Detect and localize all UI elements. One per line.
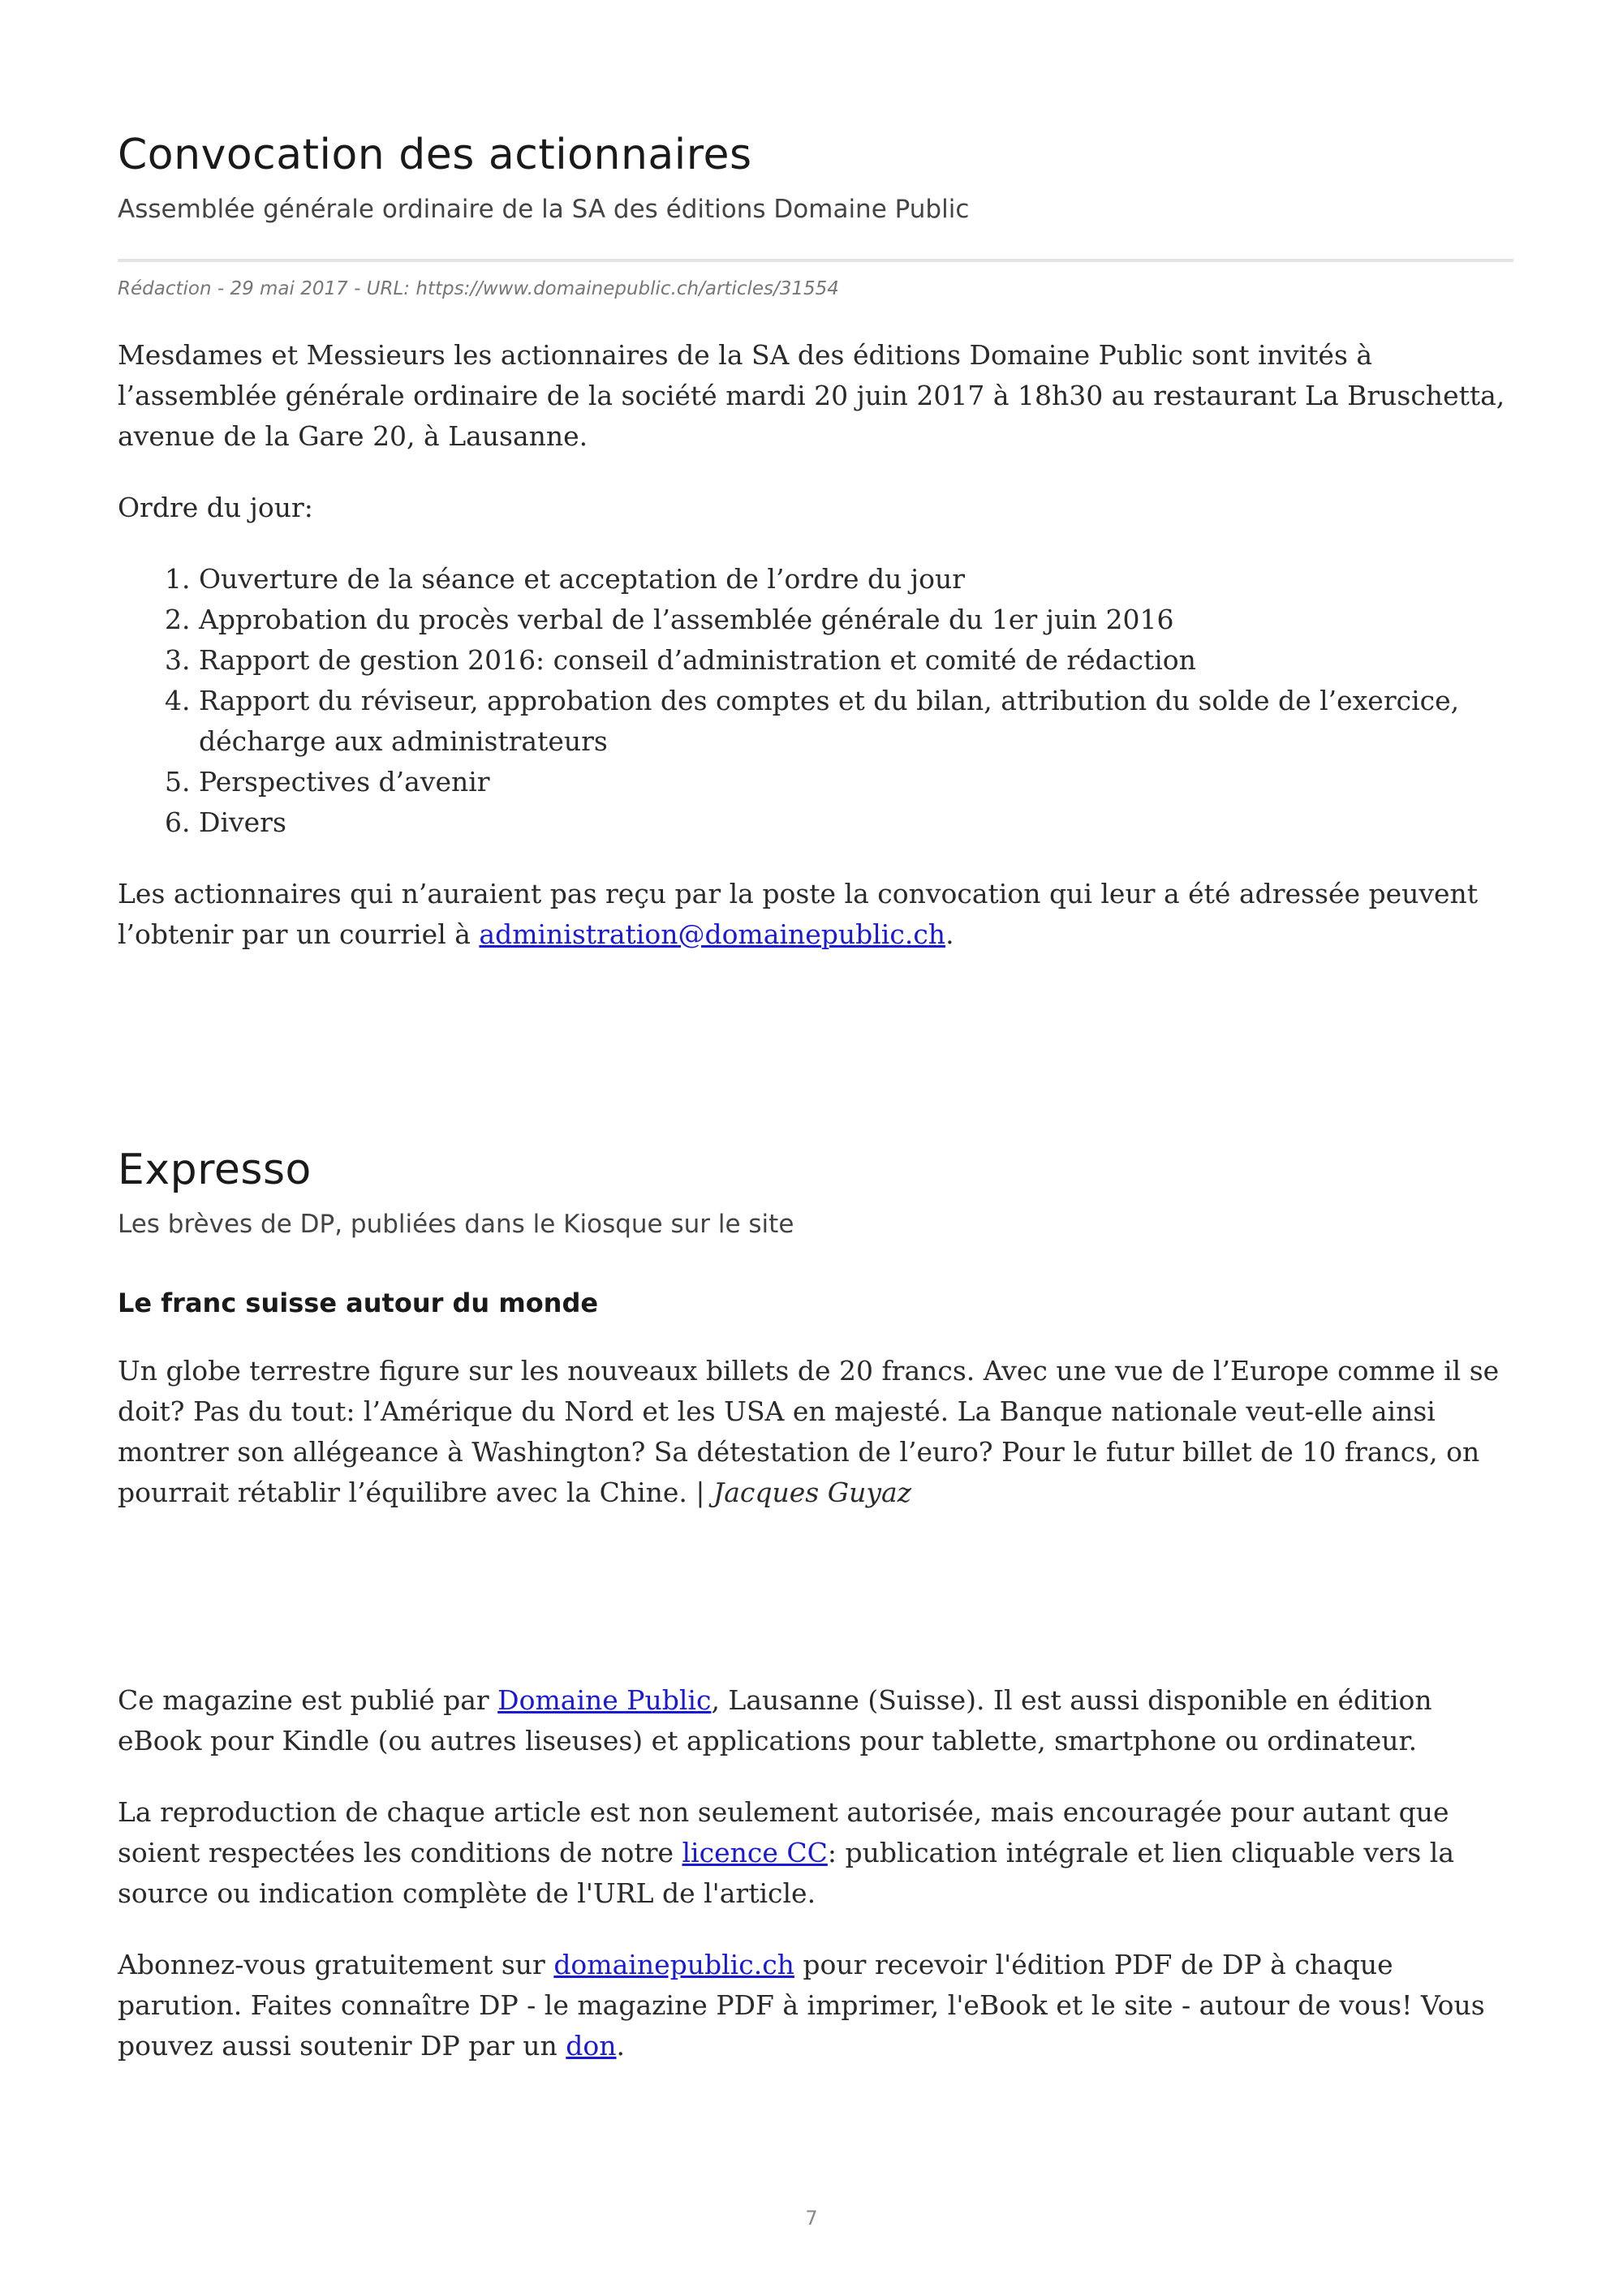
subscribe-text: Abonnez-vous gratuitement sur — [118, 1949, 554, 1981]
article-intro: Mesdames et Messieurs les actionnaires de la SA des éditions Domaine Public sont invités à l’assemblée générale ordinaire de la société mardi 20 juin 2017 à 18h30 au restaurant La Bruschetta, avenue de la Gare 20, à Lausanne. — [118, 338, 1505, 452]
subscribe-paragraph — [118, 1945, 1513, 2066]
agenda-list — [118, 559, 1513, 843]
agenda-item: 2. Approbation du procès verbal de l’assemblée générale du 1er juin 2016 — [199, 600, 1513, 640]
subscribe-text-middle: pour recevoir l'édition PDF de DP à chaque parution. Faites connaître DP - le magazine PDF à imprimer, l'eBook et le site - autour de vous! Vous pouvez aussi soutenir DP par un — [118, 1949, 1485, 2062]
agenda-item: 3. Rapport de gestion 2016: conseil d’administration et comité de rédaction — [199, 640, 1513, 681]
page-content — [118, 130, 1513, 2097]
brief-body — [118, 1351, 1513, 1513]
closing-paragraph — [118, 874, 1513, 955]
email-link[interactable]: administration@domainepublic.ch — [479, 918, 946, 950]
license-text-end: : publication intégrale et lien cliquable vers la source ou indication complète de l'URL de l'article. — [118, 1837, 1455, 1910]
page-number: 7 — [805, 2207, 818, 2229]
agenda-item: 5. Perspectives d’avenir — [199, 762, 1513, 802]
brief-author: Jacques Guyaz — [713, 1477, 912, 1509]
closing-text: Les actionnaires qui n’auraient pas reçu par la poste la convocation qui leur a été adressée peuvent l’obtenir par un courriel à — [118, 877, 1479, 950]
agenda-item: 1. Ouverture de la séance et acceptation de l’ordre du jour — [199, 559, 1513, 600]
article-convocation — [118, 130, 1513, 955]
section-title: Expresso — [118, 1145, 312, 1194]
donation-link[interactable]: don — [566, 2030, 617, 2062]
license-paragraph — [118, 1792, 1513, 1914]
publisher-paragraph — [118, 1680, 1513, 1761]
divider — [118, 259, 1513, 262]
licence-cc-link[interactable]: licence CC — [682, 1837, 828, 1869]
agenda-item: 4. Rapport du réviseur, approbation des comptes et du bilan, attribution du solde de l’exercice, décharge aux administrateurs — [199, 681, 1513, 762]
agenda-item: 6. Divers — [199, 802, 1513, 843]
section-subtitle: Les brèves de DP, publiées dans le Kiosque sur le site — [118, 1210, 794, 1240]
license-text: La reproduction de chaque article est non seulement autorisée, mais encouragée pour autant que soient respectées les conditions de notre — [118, 1796, 1449, 1869]
site-link[interactable]: domainepublic.ch — [553, 1949, 794, 1981]
domaine-public-link[interactable]: Domaine Public — [497, 1684, 712, 1717]
publisher-text: Ce magazine est publié par — [118, 1684, 498, 1717]
article-title: Convocation des actionnaires — [118, 131, 752, 179]
publisher-text-end: , Lausanne (Suisse). Il est aussi disponible en édition eBook pour Kindle (ou autres liseuses) et applications pour tablette, smartphone ou ordinateur. — [118, 1684, 1432, 1757]
publisher-info — [118, 1680, 1513, 2066]
brief-heading: Le franc suisse autour du monde — [118, 1288, 599, 1319]
agenda-label: Ordre du jour: — [118, 491, 313, 523]
article-subtitle: Assemblée générale ordinaire de la SA des éditions Domaine Public — [118, 195, 970, 225]
subscribe-text-end: . — [616, 2030, 626, 2062]
article-expresso — [118, 1145, 1513, 1514]
brief-text: Un globe terrestre figure sur les nouveaux billets de 20 francs. Avec une vue de l’Europe comme il se doit? Pas du tout: l’Amérique du Nord et les USA en majesté. La Banque nationale veut-elle ainsi montrer son allégeance à Washington? Sa détestation de l’euro? Pour le futur billet de 10 francs, on pourrait rétablir l’équilibre avec la Chine. | — [118, 1355, 1500, 1509]
article-meta: Rédaction - 29 mai 2017 - URL: https://www.domainepublic.ch/articles/31554 — [118, 277, 839, 299]
closing-end: . — [945, 918, 954, 950]
